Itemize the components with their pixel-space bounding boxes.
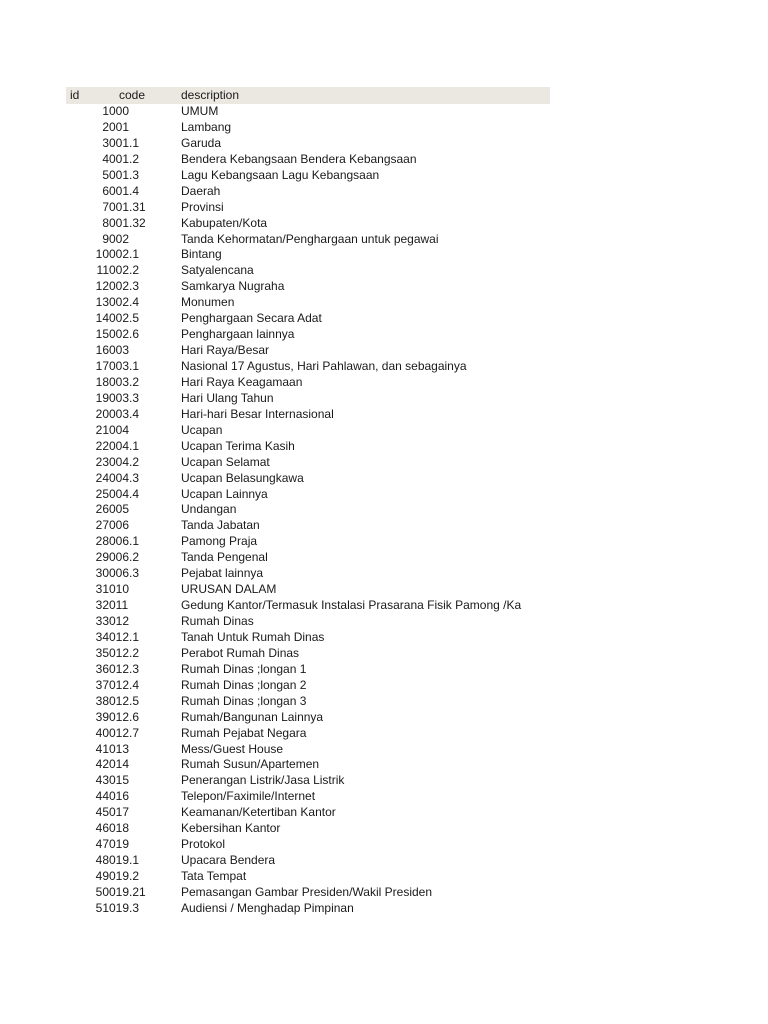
table-row	[66, 247, 550, 263]
cell-description: Bintang	[181, 247, 222, 262]
cell-code: 002	[109, 231, 130, 246]
cell-id: 4	[102, 151, 109, 166]
table-row	[66, 853, 550, 869]
cell-description: Tanda Jabatan	[181, 518, 260, 533]
table-row	[66, 901, 550, 917]
cell-code: 012.1	[109, 629, 140, 644]
cell-code: 001.4	[109, 183, 140, 198]
table-row	[66, 869, 550, 885]
cell-id: 40	[95, 725, 109, 740]
table-row	[66, 487, 550, 503]
cell-code: 016	[109, 789, 130, 804]
cell-code: 003.3	[109, 390, 140, 405]
cell-code: 002.5	[109, 311, 140, 326]
cell-code: 018	[109, 821, 130, 836]
cell-id: 25	[95, 486, 109, 501]
cell-code: 019.1	[109, 853, 140, 868]
cell-description: Rumah Dinas ;longan 3	[181, 693, 307, 708]
table-row	[66, 678, 550, 694]
cell-id: 31	[95, 582, 109, 597]
cell-id: 48	[95, 853, 109, 868]
cell-code: 019	[109, 837, 130, 852]
cell-description: Ucapan Belasungkawa	[181, 470, 304, 485]
cell-id: 3	[102, 135, 109, 150]
cell-id: 7	[102, 199, 109, 214]
cell-code: 012.4	[109, 677, 140, 692]
cell-description: Daerah	[181, 183, 221, 198]
cell-description: Pejabat lainnya	[181, 566, 264, 581]
table-row	[66, 104, 550, 120]
cell-description: Ucapan Terima Kasih	[181, 438, 295, 453]
table-row	[66, 439, 550, 455]
cell-id: 42	[95, 757, 109, 772]
table-row	[66, 327, 550, 343]
cell-code: 001.3	[109, 167, 140, 182]
cell-code: 019.2	[109, 869, 140, 883]
cell-description: Ucapan Lainnya	[181, 486, 268, 501]
cell-id: 20	[95, 406, 109, 421]
table-row	[66, 742, 550, 758]
cell-code: 003.1	[109, 359, 140, 373]
table-row	[66, 184, 550, 200]
cell-code: 004.4	[109, 486, 140, 501]
table-row	[66, 630, 550, 646]
table-row	[66, 518, 550, 534]
cell-id: 37	[95, 677, 109, 692]
cell-description: Tata Tempat	[181, 869, 247, 883]
table-row	[66, 232, 550, 248]
cell-description: Monumen	[181, 295, 235, 310]
cell-id: 15	[95, 327, 109, 342]
cell-code: 006.1	[109, 534, 140, 549]
cell-description: Lagu Kebangsaan Lagu Kebangsaan	[181, 167, 380, 182]
cell-description: Pamong Praja	[181, 534, 258, 549]
table-row	[66, 120, 550, 136]
table-row	[66, 885, 550, 901]
table-body	[66, 104, 550, 917]
cell-description: Tanda Kehormatan/Penghargaan untuk pegawai	[181, 231, 439, 246]
cell-code: 004.2	[109, 454, 140, 469]
table-row	[66, 694, 550, 710]
cell-id: 1	[102, 104, 109, 118]
table-row	[66, 423, 550, 439]
cell-code: 001	[109, 119, 130, 134]
cell-id: 45	[95, 805, 109, 820]
table-header-row	[66, 87, 550, 104]
cell-code: 011	[109, 598, 129, 613]
cell-code: 004	[109, 422, 130, 437]
cell-code: 012.2	[109, 645, 140, 660]
table-row	[66, 407, 550, 423]
table-row	[66, 805, 550, 821]
cell-description: URUSAN DALAM	[181, 582, 277, 597]
table-row	[66, 598, 550, 614]
table-row	[66, 471, 550, 487]
table-row	[66, 216, 550, 232]
cell-id: 44	[95, 789, 109, 804]
cell-description: Samkarya Nugraha	[181, 279, 285, 294]
table-row	[66, 295, 550, 311]
cell-description: Satyalencana	[181, 263, 254, 278]
cell-code: 006.2	[109, 550, 140, 565]
cell-code: 003.2	[109, 374, 140, 389]
cell-description: Undangan	[181, 502, 237, 517]
cell-id: 27	[95, 518, 109, 533]
cell-description: Ucapan Selamat	[181, 454, 270, 469]
cell-id: 49	[95, 869, 109, 883]
cell-code: 001.2	[109, 151, 140, 166]
table-row	[66, 343, 550, 359]
cell-id: 17	[95, 359, 109, 373]
cell-code: 002.1	[109, 247, 140, 262]
cell-id: 9	[102, 231, 109, 246]
cell-description: Rumah/Bangunan Lainnya	[181, 709, 324, 724]
cell-code: 012.6	[109, 709, 140, 724]
table-row	[66, 502, 550, 518]
table-row	[66, 279, 550, 295]
cell-id: 51	[95, 900, 109, 915]
cell-description: Kebersihan Kantor	[181, 821, 281, 836]
cell-code: 012.3	[109, 661, 140, 676]
cell-id: 47	[95, 837, 109, 852]
cell-description: UMUM	[181, 104, 219, 118]
cell-code: 003	[109, 343, 130, 358]
header-description: description	[181, 88, 240, 102]
table-row	[66, 582, 550, 598]
cell-id: 36	[95, 661, 109, 676]
cell-id: 33	[95, 614, 109, 628]
cell-description: Tanah Untuk Rumah Dinas	[181, 629, 325, 644]
table-row	[66, 311, 550, 327]
cell-id: 14	[95, 311, 109, 326]
table-row	[66, 534, 550, 550]
table-row	[66, 359, 550, 375]
cell-description: Rumah Dinas ;longan 1	[181, 661, 307, 676]
header-code: code	[119, 88, 146, 102]
cell-id: 21	[95, 422, 109, 437]
cell-code: 001.31	[109, 199, 146, 214]
cell-id: 11	[96, 263, 109, 278]
table-row	[66, 662, 550, 678]
cell-code: 002.4	[109, 295, 140, 310]
cell-description: Rumah Susun/Apartemen	[181, 757, 320, 772]
cell-code: 001.1	[109, 135, 140, 150]
cell-description: Bendera Kebangsaan Bendera Kebangsaan	[181, 151, 417, 166]
cell-id: 30	[95, 566, 109, 581]
cell-description: Hari Raya Keagamaan	[181, 374, 303, 389]
cell-id: 46	[95, 821, 109, 836]
cell-description: Provinsi	[181, 199, 224, 214]
table-row	[66, 391, 550, 407]
cell-code: 017	[109, 805, 130, 820]
cell-description: Penghargaan Secara Adat	[181, 311, 322, 326]
cell-code: 000	[109, 104, 130, 118]
cell-id: 43	[95, 773, 109, 788]
cell-id: 24	[95, 470, 109, 485]
cell-description: Hari Raya/Besar	[181, 343, 270, 358]
cell-id: 18	[95, 374, 109, 389]
table-row	[66, 200, 550, 216]
cell-id: 8	[102, 215, 109, 230]
cell-id: 19	[95, 390, 109, 405]
cell-id: 26	[95, 502, 109, 517]
code-table	[66, 87, 550, 917]
table-row	[66, 152, 550, 168]
cell-code: 002.6	[109, 327, 140, 342]
cell-id: 16	[95, 343, 109, 358]
cell-description: Telepon/Faximile/Internet	[181, 789, 316, 804]
cell-description: Rumah Pejabat Negara	[181, 725, 307, 740]
cell-code: 002.3	[109, 279, 140, 294]
cell-code: 006	[109, 518, 130, 533]
cell-code: 006.3	[109, 566, 140, 581]
table-row	[66, 375, 550, 391]
cell-description: Mess/Guest House	[181, 741, 284, 756]
cell-code: 019.3	[109, 900, 140, 915]
cell-description: Perabot Rumah Dinas	[181, 645, 300, 660]
cell-id: 28	[95, 534, 109, 549]
table-row	[66, 837, 550, 853]
cell-description: Kabupaten/Kota	[181, 215, 268, 230]
cell-code: 004.1	[109, 438, 140, 453]
cell-id: 34	[95, 629, 109, 644]
cell-id: 32	[95, 598, 109, 613]
table-row	[66, 789, 550, 805]
cell-id: 2	[102, 119, 109, 134]
table-row	[66, 710, 550, 726]
table-row	[66, 566, 550, 582]
cell-code: 010	[109, 582, 130, 597]
cell-code: 005	[109, 502, 130, 517]
cell-description: Gedung Kantor/Termasuk Instalasi Prasarana Fisik Pamong /Ka	[181, 598, 522, 613]
cell-description: Penerangan Listrik/Jasa Listrik	[181, 773, 345, 788]
table-row	[66, 455, 550, 471]
table-row	[66, 757, 550, 773]
cell-code: 015	[109, 773, 130, 788]
cell-description: Hari Ulang Tahun	[181, 390, 274, 405]
cell-description: Ucapan	[181, 422, 223, 437]
table-row	[66, 614, 550, 630]
cell-id: 5	[102, 167, 109, 182]
header-id: id	[70, 88, 80, 102]
cell-id: 39	[95, 709, 109, 724]
table-row	[66, 136, 550, 152]
cell-description: Rumah Dinas	[181, 614, 254, 628]
table-row	[66, 821, 550, 837]
table-row	[66, 263, 550, 279]
cell-description: Garuda	[181, 135, 222, 150]
cell-description: Protokol	[181, 837, 226, 852]
cell-id: 29	[95, 550, 109, 565]
cell-description: Upacara Bendera	[181, 853, 276, 868]
table-row	[66, 646, 550, 662]
table-row	[66, 168, 550, 184]
cell-id: 22	[95, 438, 109, 453]
cell-id: 50	[95, 884, 109, 899]
cell-description: Audiensi / Menghadap Pimpinan	[181, 900, 354, 915]
cell-code: 004.3	[109, 470, 140, 485]
cell-code: 013	[109, 741, 130, 756]
cell-id: 35	[95, 645, 109, 660]
cell-description: Lambang	[181, 119, 232, 134]
cell-code: 012	[109, 614, 130, 628]
cell-code: 001.32	[109, 215, 146, 230]
cell-code: 012.7	[109, 725, 140, 740]
table-row	[66, 726, 550, 742]
cell-description: Nasional 17 Agustus, Hari Pahlawan, dan sebagainya	[181, 359, 467, 373]
cell-id: 13	[95, 295, 109, 310]
cell-description: Penghargaan lainnya	[181, 327, 295, 342]
cell-code: 002.2	[109, 263, 140, 278]
cell-code: 003.4	[109, 406, 140, 421]
cell-id: 38	[95, 693, 109, 708]
cell-description: Keamanan/Ketertiban Kantor	[181, 805, 336, 820]
cell-description: Rumah Dinas ;longan 2	[181, 677, 307, 692]
cell-id: 41	[95, 741, 109, 756]
cell-id: 6	[102, 183, 109, 198]
cell-description: Pemasangan Gambar Presiden/Wakil Presiden	[181, 884, 433, 899]
cell-id: 10	[95, 247, 109, 262]
cell-id: 12	[95, 279, 109, 294]
table-row	[66, 550, 550, 566]
cell-code: 014	[109, 757, 130, 772]
cell-id: 23	[95, 454, 109, 469]
cell-code: 012.5	[109, 693, 140, 708]
table-row	[66, 773, 550, 789]
cell-description: Tanda Pengenal	[181, 550, 268, 565]
cell-description: Hari-hari Besar Internasional	[181, 406, 334, 421]
cell-code: 019.21	[109, 884, 146, 899]
